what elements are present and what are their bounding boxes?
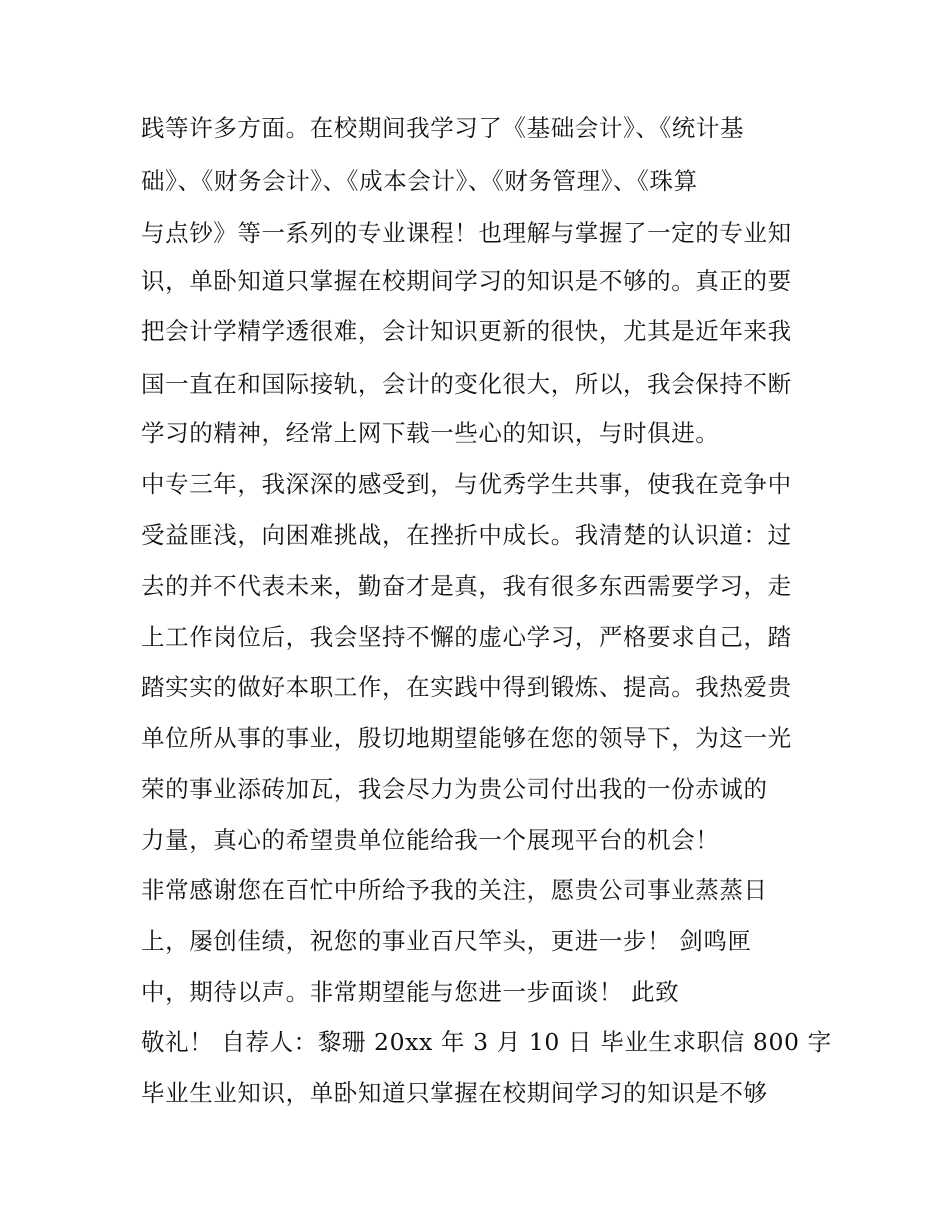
text-line: 础》、《财务会计》、《成本会计》、《财务管理》、《珠算 [141,167,698,195]
text-line: 上，屡创佳绩，祝您的事业百尺竿头，更进一步！ 剑鸣匣 [141,927,752,955]
text-line: 把会计学精学透很难，会计知识更新的很快，尤其是近年来我 [141,317,792,345]
text-line: 上工作岗位后，我会坚持不懈的虚心学习，严格要求自己，踏 [141,623,792,651]
text-line: 中专三年，我深深的感受到，与优秀学生共事，使我在竞争中 [141,470,792,498]
text-line: 单位所从事的事业，殷切地期望能够在您的领导下，为这一光 [141,724,792,752]
text-line: 非常感谢您在百忙中所给予我的关注，愿贵公司事业蒸蒸日 [141,876,768,904]
text-line: 学习的精神，经常上网下载一些心的知识，与时俱进。 [141,419,720,447]
text-line: 荣的事业添砖加瓦，我会尽力为贵公司付出我的一份赤诚的 [141,775,768,803]
text-line: 踏实实的做好本职工作，在实践中得到锻炼、提高。我热爱贵 [141,673,792,701]
text-line: 毕业生业知识，单卧知道只掌握在校期间学习的知识是不够 [141,1079,768,1107]
text-line: 力量，真心的希望贵单位能给我一个展现平台的机会！ [141,826,720,854]
text-line: 识，单卧知道只掌握在校期间学习的知识是不够的。真正的要 [141,267,792,295]
text-line: 国一直在和国际接轨，会计的变化很大，所以，我会保持不断 [141,370,792,398]
text-line: 中，期待以声。非常期望能与您进一步面谈！ 此致 [141,978,680,1006]
text-line: 敬礼！ 自荐人：黎珊 20xx 年 3 月 10 日 毕业生求职信 800 字 [141,1028,832,1056]
text-line: 与点钞》等一系列的专业课程！也理解与掌握了一定的专业知 [141,219,792,247]
text-line: 践等许多方面。在校期间我学习了《基础会计》、《统计基 [141,114,745,142]
text-line: 受益匪浅，向困难挑战，在挫折中成长。我清楚的认识道：过 [141,521,792,549]
text-line: 去的并不代表未来，勤奋才是真，我有很多东西需要学习，走 [141,572,792,600]
